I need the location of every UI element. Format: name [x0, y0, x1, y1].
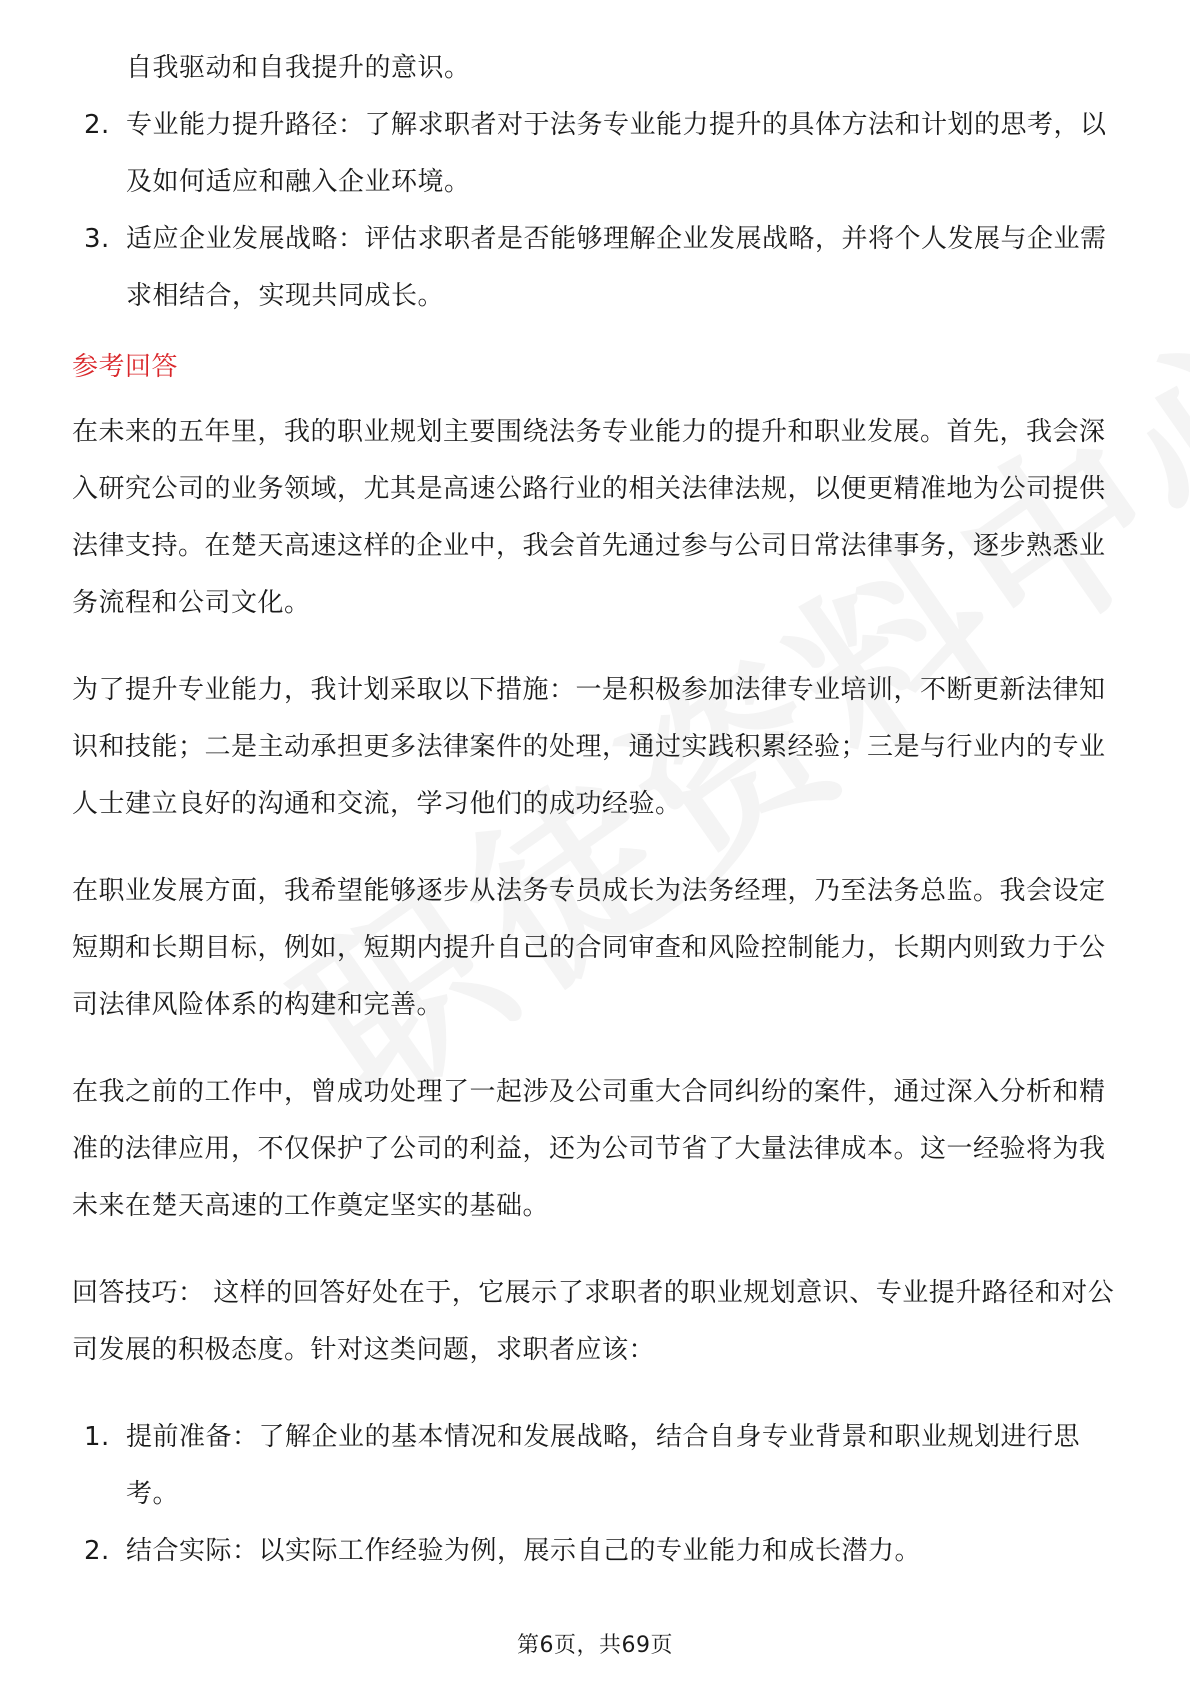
list-item — [72, 97, 1122, 211]
answer-paragraph: 在我之前的工作中，曾成功处理了一起涉及公司重大合同纠纷的案件，通过深入分析和精准的法律应用，不仅保护了公司的利益，还为公司节省了大量法律成本。这一经验将为我未来在楚天高速的工作奠定坚实的基础。 — [72, 1077, 1106, 1221]
list-item-number: 2. — [84, 1536, 110, 1566]
list-continuation-text: 自我驱动和自我提升的意识。 — [126, 53, 471, 83]
tips-list — [72, 1409, 1122, 1580]
list-item — [72, 1409, 1122, 1523]
list-item-number: 1. — [84, 1422, 110, 1452]
section-heading: 参考回答 — [72, 352, 179, 382]
list-item — [72, 1523, 1122, 1580]
list-item-text: 结合实际：以实际工作经验为例，展示自己的专业能力和成长潜力。 — [126, 1536, 922, 1566]
list-item-text: 提前准备：了解企业的基本情况和发展战略，结合自身专业背景和职业规划进行思考。 — [126, 1422, 1081, 1509]
list-item-number: 3. — [84, 224, 110, 254]
tips-paragraph: 回答技巧： 这样的回答好处在于，它展示了求职者的职业规划意识、专业提升路径和对公司发展的积极态度。针对这类问题，求职者应该： — [72, 1278, 1115, 1365]
list-item-text: 专业能力提升路径：了解求职者对于法务专业能力提升的具体方法和计划的思考，以及如何适应和融入企业环境。 — [126, 110, 1107, 197]
list-item-text: 适应企业发展战略：评估求职者是否能够理解企业发展战略，并将个人发展与企业需求相结合，实现共同成长。 — [126, 224, 1107, 311]
page-number-footer: 第6页，共69页 — [517, 1633, 673, 1658]
page-content — [72, 40, 1122, 1580]
list-item-number: 2. — [84, 110, 110, 140]
answer-paragraph: 在未来的五年里，我的职业规划主要围绕法务专业能力的提升和职业发展。首先，我会深入研究公司的业务领域，尤其是高速公路行业的相关法律法规，以便更精准地为公司提供法律支持。在楚天高速这样的企业中，我会首先通过参与公司日常法律事务，逐步熟悉业务流程和公司文化。 — [72, 417, 1106, 618]
list-item — [72, 211, 1122, 325]
answer-paragraph: 为了提升专业能力，我计划采取以下措施：一是积极参加法律专业培训，不断更新法律知识和技能；二是主动承担更多法律案件的处理，通过实践积累经验；三是与行业内的专业人士建立良好的沟通和交流，学习他们的成功经验。 — [72, 675, 1106, 819]
evaluation-points-list — [72, 97, 1122, 325]
answer-paragraph: 在职业发展方面，我希望能够逐步从法务专员成长为法务经理，乃至法务总监。我会设定短期和长期目标，例如，短期内提升自己的合同审查和风险控制能力，长期内则致力于公司法律风险体系的构建和完善。 — [72, 876, 1106, 1020]
